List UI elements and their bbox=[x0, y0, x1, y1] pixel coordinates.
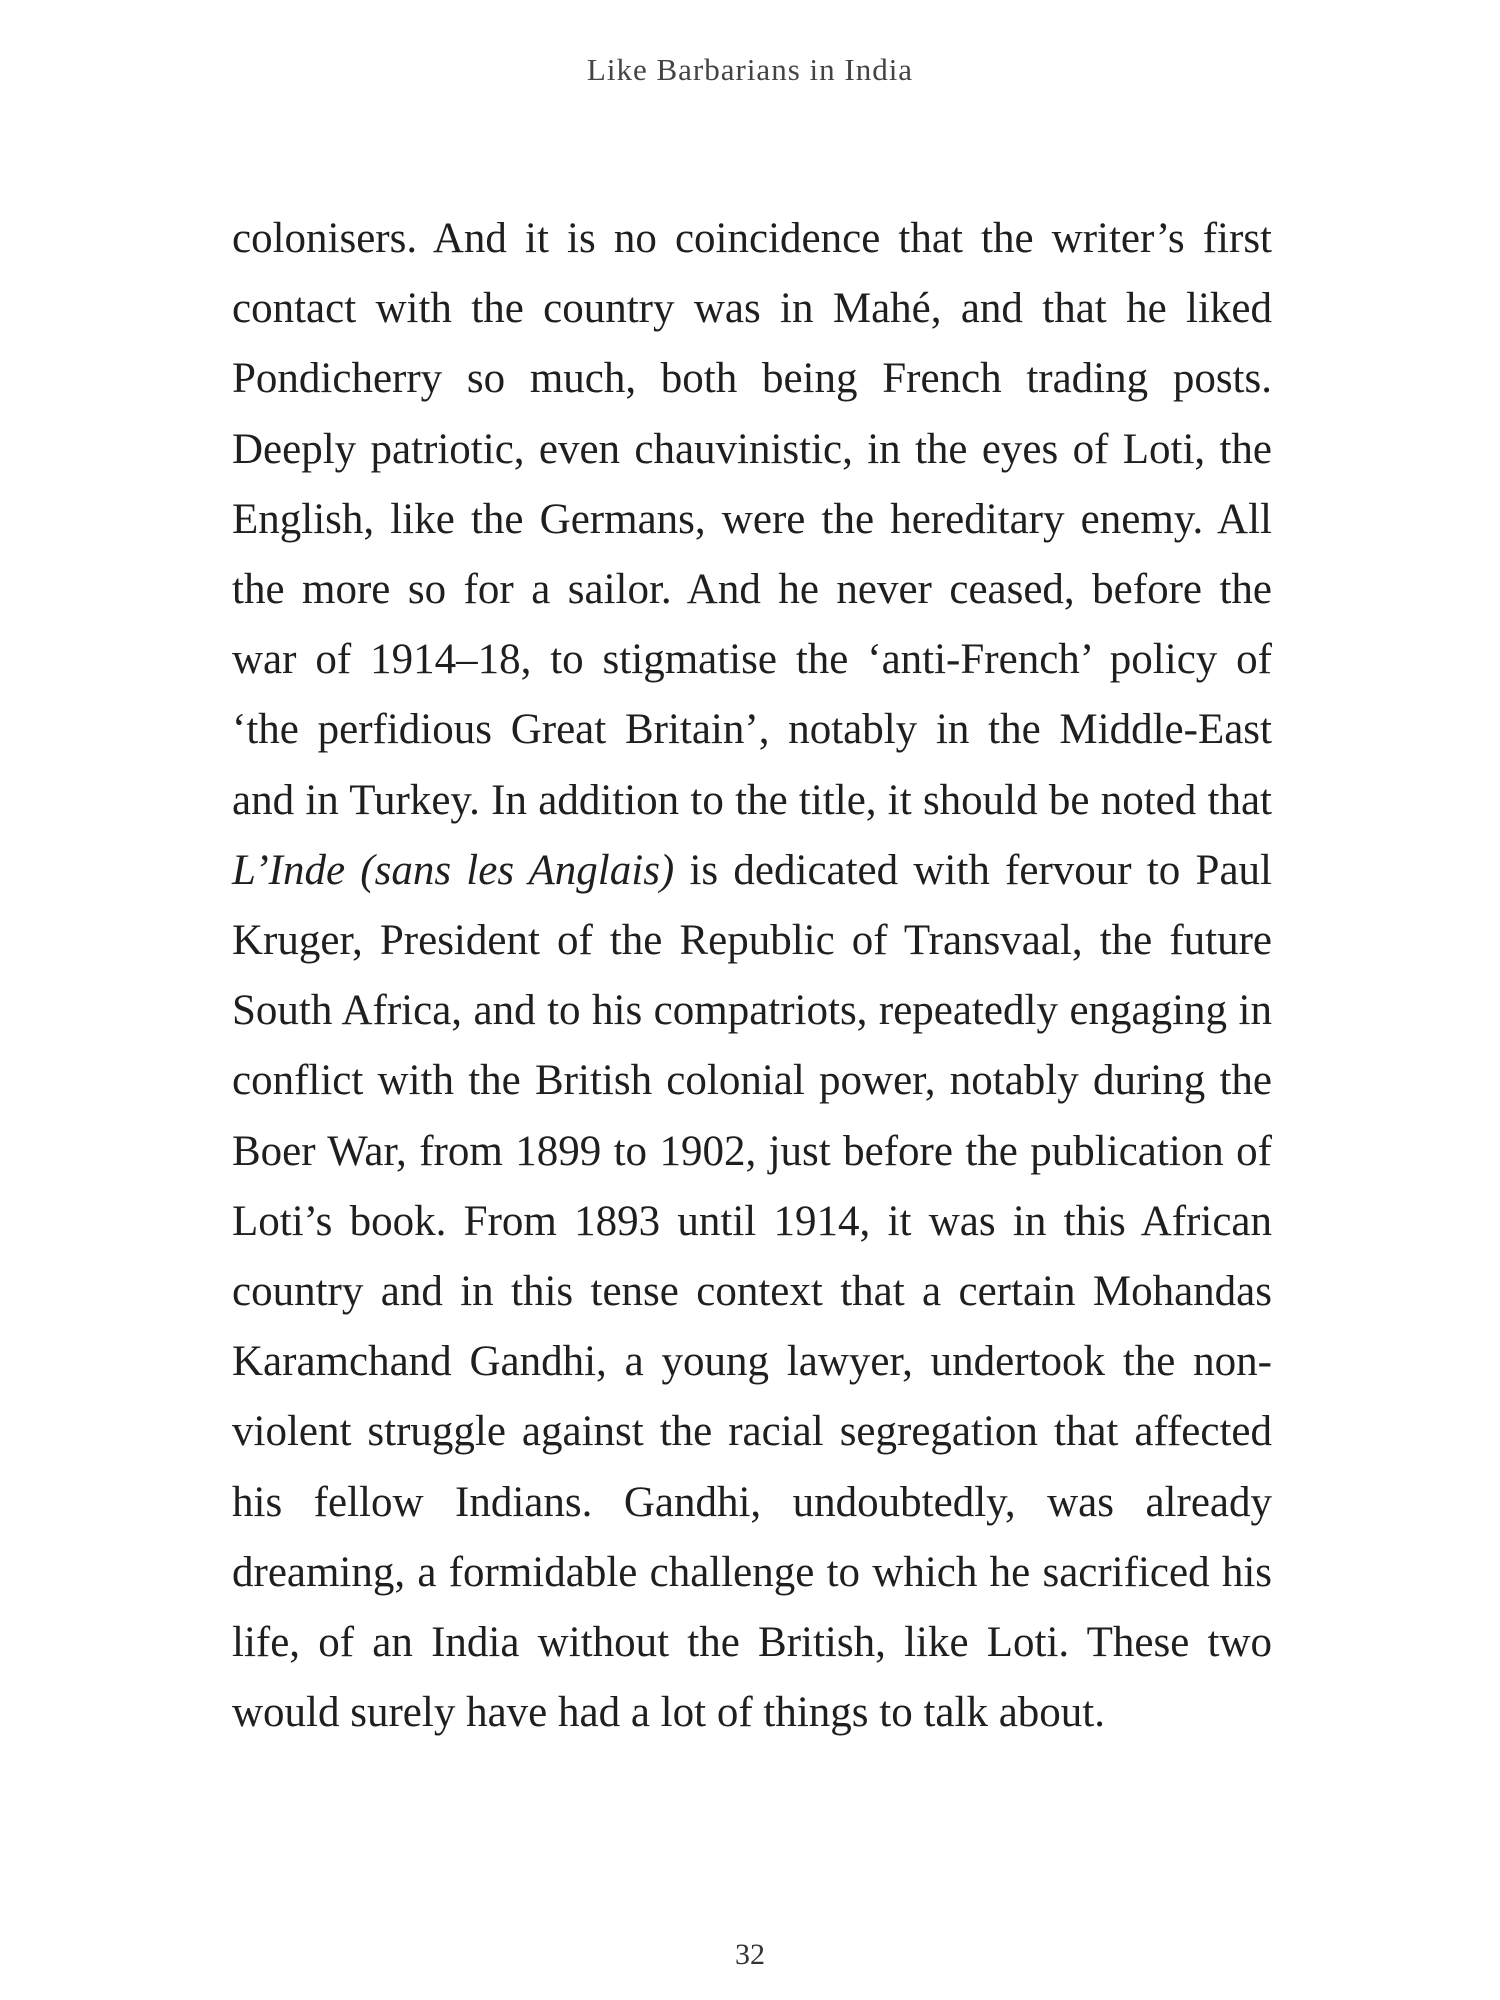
paragraph-text-part-1: colonisers. And it is no coincidence that the writer’s first contact with the country was in Mahé, and that he liked Pondicherry so much, both being French trading posts. Deeply patriotic, even chauvinistic, in the eyes of Loti, the English, like the Germans, were the hereditary enemy. All the more so for a sailor. And he never ceased, before the war of 1914–18, to stigmatise the ‘anti-French’ policy of ‘the perfidious Great Britain’, notably in the Middle-East and in Turkey. In addition to the title, it should be noted that bbox=[232, 215, 1272, 824]
body-paragraph bbox=[232, 204, 1272, 1748]
running-header: Like Barbarians in India bbox=[586, 52, 914, 87]
page-number: 32 bbox=[735, 1938, 765, 1971]
paragraph-text-part-2: is dedicated with fervour to Paul Kruger, President of the Republic of Transvaal, the future South Africa, and to his compatriots, repeatedly engaging in conflict with the British colonial power, notably during the Boer War, from 1899 to 1902, just before the publication of Loti’s book. From 1893 until 1914, it was in this African country and in this tense context that a certain Mohandas Karamchand Gandhi, a young lawyer, undertook the non-violent struggle against the racial segregation that affected his fellow Indians. Gandhi, undoubtedly, was already dreaming, a formidable challenge to which he sacrificed his life, of an India without the British, like Loti. These two would surely have had a lot of things to talk about. bbox=[232, 846, 1272, 1737]
book-title-italic: L’Inde (sans les Anglais) bbox=[232, 846, 675, 894]
